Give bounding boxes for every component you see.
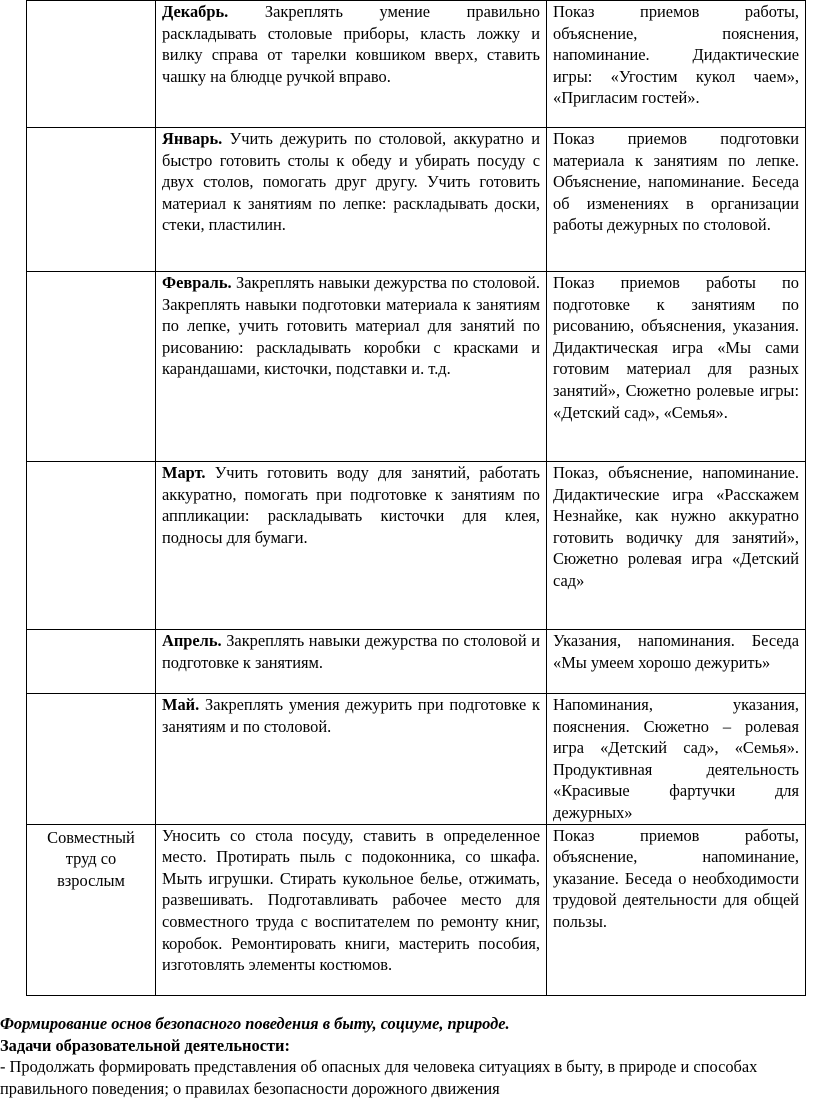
- task-cell: [156, 824, 547, 995]
- task-text: Закреплять навыки дежурства по столовой. Закреплять навыки подготовки материала к занятиям по лепке, учить готовить материал для занятий по рисованию: раскладывать коробки с красками и карандашами, кисточки, подставки и. т.д.: [162, 273, 540, 379]
- activity-cell: [27, 128, 156, 272]
- safety-section: [0, 1013, 812, 1099]
- month-label: Апрель.: [162, 631, 222, 650]
- task-cell: [156, 694, 547, 825]
- activity-cell: Совместный труд со взрослым: [27, 824, 156, 995]
- methods-cell: Показ приемов работы, объяснение, напоминание, указание. Беседа о необходимости трудовой деятельности для общей пользы.: [547, 824, 806, 995]
- activity-cell: [27, 694, 156, 825]
- task-text: Закреплять умения дежурить при подготовке к занятиям и по столовой.: [162, 695, 540, 736]
- section-title: Формирование основ безопасного поведения в быту, социуме, природе.: [0, 1014, 510, 1033]
- month-label: Январь.: [162, 129, 223, 148]
- task-text: Закреплять умение правильно раскладывать столовые приборы, класть ложку и вилку справа от тарелки ковшиком вверх, ставить чашку на блюдце ручкой вправо.: [162, 2, 540, 86]
- activity-cell: [27, 630, 156, 694]
- section-subtitle: Задачи образовательной деятельности:: [0, 1035, 290, 1055]
- table-row: [27, 630, 806, 694]
- task-cell: [156, 128, 547, 272]
- task-text: Учить дежурить по столовой, аккуратно и быстро готовить столы к обеду и убирать посуду с двух столов, помогать друг другу. Учить готовить материал к занятиям по лепке: раскладывать доски, стеки, пластилин.: [162, 129, 540, 235]
- section-paragraph: - Продолжать формировать представления об опасных для человека ситуациях в быту, в природе и способах правильного поведения; о правилах безопасности дорожного движения: [0, 1057, 758, 1098]
- activity-cell: [27, 462, 156, 630]
- task-text: Уносить со стола посуду, ставить в определенное место. Протирать пыль с подоконника, со шкафа. Мыть игрушки. Стирать кукольное белье, отжимать, развешивать. Подготавливать рабочее место для совместного труда с воспитателем по ремонту книг, коробок. Ремонтировать книги, мастерить пособия, изготовлять элементы костюмов.: [162, 825, 540, 975]
- table-row: [27, 462, 806, 630]
- task-cell: [156, 630, 547, 694]
- methods-cell: Показ приемов работы по подготовке к занятиям по рисованию, объяснения, указания. Дидактическая игра «Мы сами готовим материал для разных занятий», Сюжетно ролевые игры: «Детский сад», «Семья».: [547, 272, 806, 462]
- work-plan-table: [26, 0, 806, 996]
- methods-cell: Показ, объяснение, напоминание. Дидактические игра «Расскажем Незнайке, как нужно аккуратно готовить водичку для занятий», Сюжетно ролевая игра «Детский сад»: [547, 462, 806, 630]
- task-text: Учить готовить воду для занятий, работать аккуратно, помогать при подготовке к занятиям по аппликации: раскладывать кисточки для клея, подносы для бумаги.: [162, 463, 540, 547]
- table-row: [27, 128, 806, 272]
- month-label: Февраль.: [162, 273, 232, 292]
- task-cell: [156, 272, 547, 462]
- table-row: [27, 1, 806, 128]
- table-row: [27, 824, 806, 995]
- task-text: Закреплять навыки дежурства по столовой и подготовке к занятиям.: [162, 631, 540, 672]
- month-label: Май.: [162, 695, 200, 714]
- table-row: [27, 694, 806, 825]
- methods-cell: Напоминания, указания, пояснения. Сюжетно – ролевая игра «Детский сад», «Семья». Продуктивная деятельность «Красивые фартучки для дежурных»: [547, 694, 806, 825]
- methods-cell: Показ приемов подготовки материала к занятиям по лепке. Объяснение, напоминание. Беседа об изменениях в организации работы дежурных по столовой.: [547, 128, 806, 272]
- activity-cell: [27, 1, 156, 128]
- task-cell: [156, 462, 547, 630]
- activity-cell: [27, 272, 156, 462]
- table-row: [27, 272, 806, 462]
- methods-cell: Указания, напоминания. Беседа «Мы умеем хорошо дежурить»: [547, 630, 806, 694]
- month-label: Март.: [162, 463, 206, 482]
- task-cell: [156, 1, 547, 128]
- methods-cell: Показ приемов работы, объяснение, пояснения, напоминание. Дидактические игры: «Угостим кукол чаем», «Пригласим гостей».: [547, 1, 806, 128]
- month-label: Декабрь.: [162, 2, 229, 21]
